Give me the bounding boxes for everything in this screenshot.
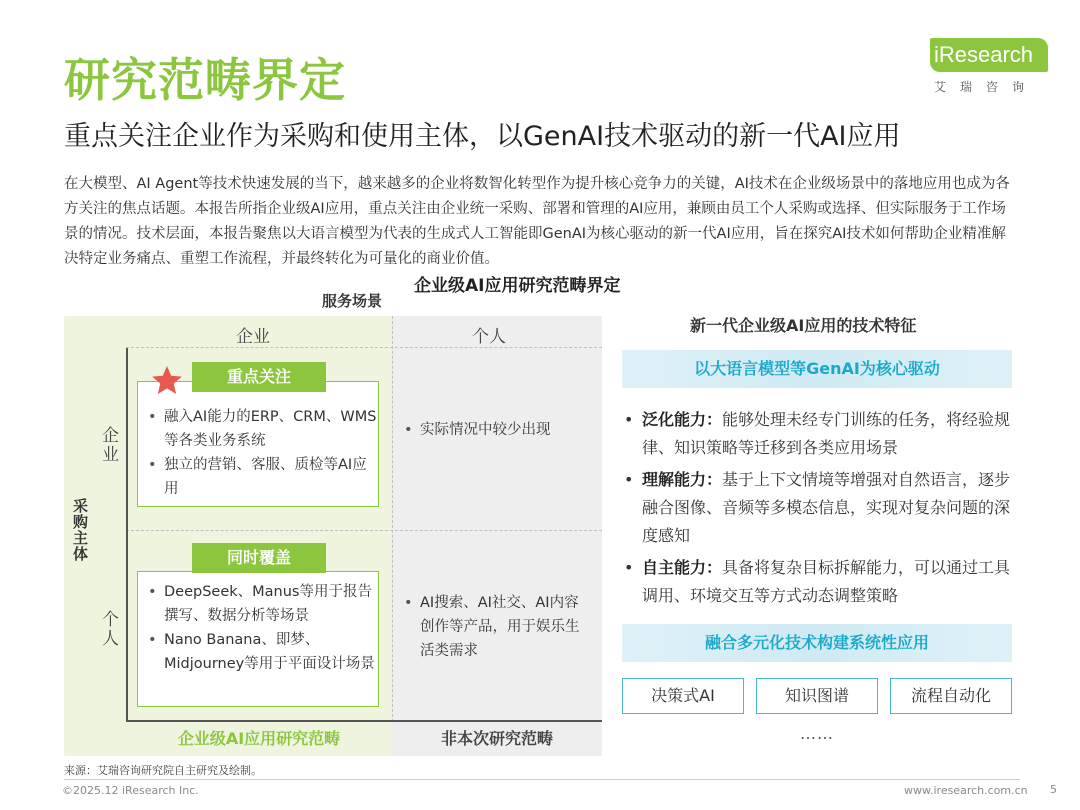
page-title: 研究范畴界定	[64, 53, 346, 107]
header-divider	[126, 347, 602, 348]
list-item: • DeepSeek、Manus等用于报告撰写、数据分析等场景	[142, 580, 378, 628]
intro-paragraph: 在大模型、AI Agent等技术快速发展的当下，越来越多的企业将数智化转型作为提升核心竞争力的关键，AI技术在企业级场景中的落地应用也成为各方关注的焦点话题。本报告所指企业级AI应用，重点关注由企业统一采购、部署和管理的AI应用，兼顾由员工个人采购或选择、但实际服务于工作场景的情况。技术层面，本报告聚焦以大语言模型为代表的生成式人工智能即GenAI为核心驱动的新一代AI应用，旨在探究AI技术如何帮助企业精准解决特定业务痛点、重塑工作流程，并最终转化为可量化的商业价值。	[64, 176, 1010, 267]
logo-text: iResearch	[934, 42, 1034, 67]
buyer-axis-label: 采购主体	[71, 498, 89, 562]
column-personal: 个人	[472, 327, 506, 347]
chip-process-automation: 流程自动化	[890, 678, 1012, 714]
column-enterprise: 企业	[236, 327, 270, 347]
star-icon	[151, 364, 183, 396]
iresearch-logo	[928, 36, 1050, 96]
column-divider	[392, 316, 393, 722]
rare-case-list	[398, 418, 598, 442]
diagram-title: 企业级AI应用研究范畴界定	[414, 276, 621, 296]
features-title: 新一代企业级AI应用的技术特征	[690, 316, 917, 335]
focus-tag: 重点关注	[192, 362, 326, 392]
chip-knowledge-graph: 知识图谱	[756, 678, 878, 714]
row-divider	[126, 530, 602, 531]
cover-list	[142, 580, 378, 676]
list-item: • Nano Banana、即梦、Midjourney等用于平面设计场景	[142, 628, 378, 676]
feature-autonomy	[622, 554, 1018, 610]
feature-desc: 基于上下文情境等增强对自然语言，逐步融合图像、音频等多模态信息，实现对复杂问题的深度感知	[642, 470, 1011, 545]
chip-decision-ai: 决策式AI	[622, 678, 744, 714]
list-item: • 实际情况中较少出现	[398, 418, 598, 442]
multi-tech-band: 融合多元化技术构建系统性应用	[622, 624, 1012, 662]
footer-divider	[64, 779, 1020, 780]
feature-understanding	[622, 466, 1018, 550]
list-item: • 融入AI能力的ERP、CRM、WMS等各类业务系统	[142, 405, 378, 453]
feature-desc: 具备将复杂目标拆解能力，可以通过工具调用、环境交互等方式动态调整策略	[642, 558, 1011, 605]
vertical-axis	[126, 348, 128, 720]
feature-name: 理解能力：	[642, 470, 723, 489]
consumer-list	[398, 591, 588, 663]
website-link[interactable]: www.iresearch.com.cn	[904, 784, 1028, 797]
genai-driver-band: 以大语言模型等GenAI为核心驱动	[622, 350, 1012, 388]
focus-list	[142, 405, 378, 501]
page-number: 5	[1050, 783, 1057, 796]
more-ellipsis: ……	[800, 724, 834, 743]
out-of-scope-label: 非本次研究范畴	[440, 729, 553, 748]
personal-scope-area	[392, 316, 602, 756]
cover-tag: 同时覆盖	[192, 543, 326, 573]
source-note: 来源：艾瑞咨询研究院自主研究及绘制。	[64, 764, 262, 777]
list-item: • AI搜索、AI社交、AI内容创作等产品，用于娱乐生活类需求	[398, 591, 588, 663]
feature-generalization	[622, 406, 1018, 462]
feature-name: 自主能力：	[642, 558, 723, 577]
in-scope-label: 企业级AI应用研究范畴	[177, 729, 341, 748]
logo-cn-text: 艾瑞咨询	[934, 80, 1039, 94]
service-scene-label: 服务场景	[322, 292, 383, 310]
row-personal: 个人	[98, 610, 118, 648]
horizontal-axis	[126, 720, 602, 722]
row-enterprise: 企业	[98, 426, 118, 464]
feature-desc: 能够处理未经专门训练的任务，将经验规律、知识策略等迁移到各类应用场景	[642, 410, 1011, 457]
feature-list	[622, 406, 1018, 614]
page-subtitle: 重点关注企业作为采购和使用主体，以GenAI技术驱动的新一代AI应用	[64, 121, 901, 152]
list-item: • 独立的营销、客服、质检等AI应用	[142, 453, 378, 501]
feature-name: 泛化能力：	[642, 410, 723, 429]
copyright: ©2025.12 iResearch Inc.	[62, 784, 199, 797]
